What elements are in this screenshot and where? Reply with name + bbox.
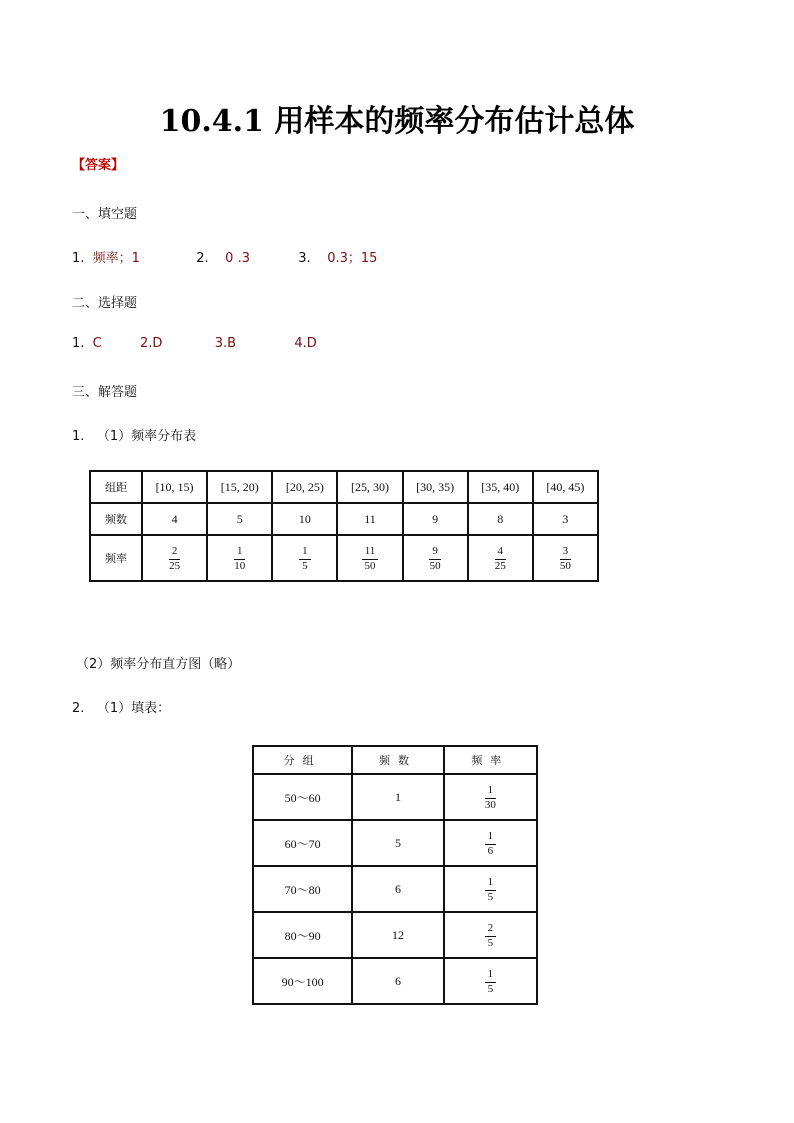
numerator: 1 — [299, 546, 311, 560]
fraction — [495, 546, 507, 572]
choice-2-answer: 2.D — [140, 336, 163, 351]
fraction — [485, 969, 497, 995]
denominator: 50 — [429, 560, 441, 572]
denominator: 50 — [364, 560, 376, 572]
fraction — [362, 546, 379, 572]
freq-cell — [444, 820, 537, 866]
header-cell: 频数 — [352, 746, 443, 774]
interval-cell: [15, 20) — [207, 471, 272, 503]
freq-cell — [403, 535, 468, 581]
denominator: 30 — [484, 799, 496, 811]
numerator: 1 — [485, 785, 497, 799]
interval-cell: [40, 45) — [533, 471, 598, 503]
fill-blank-answers — [72, 247, 377, 266]
problem1-heading — [72, 425, 196, 444]
freq-cell — [337, 535, 402, 581]
group-cell: 50～60 — [253, 774, 352, 820]
count-cell: 6 — [352, 866, 443, 912]
denominator: 10 — [234, 560, 246, 572]
group-cell: 90～100 — [253, 958, 352, 1004]
numerator: 1 — [485, 831, 497, 845]
count-cell: 11 — [337, 503, 402, 535]
problem2-num: 2. — [72, 701, 85, 716]
table-row — [253, 958, 537, 1004]
section-solution: 三、解答题 — [72, 385, 138, 400]
fraction — [234, 546, 246, 572]
interval-cell: [35, 40) — [468, 471, 533, 503]
table-row — [253, 774, 537, 820]
numerator: 1 — [234, 546, 246, 560]
count-cell: 5 — [207, 503, 272, 535]
interval-cell: [20, 25) — [272, 471, 337, 503]
problem1-part1: （1）频率分布表 — [96, 429, 197, 444]
numerator: 4 — [495, 546, 507, 560]
freq-cell — [207, 535, 272, 581]
denominator: 5 — [302, 560, 308, 572]
denominator: 5 — [487, 983, 494, 995]
fraction — [485, 785, 497, 811]
count-cell: 10 — [272, 503, 337, 535]
group-cell: 60～70 — [253, 820, 352, 866]
fill-blank-2-num: 2. — [196, 251, 209, 266]
problem2-part1: （1）填表： — [96, 701, 171, 716]
choice-4-answer: 4.D — [294, 336, 317, 351]
freq-cell — [444, 912, 537, 958]
table-row — [253, 866, 537, 912]
table-row — [90, 503, 598, 535]
row-header: 频率 — [90, 535, 142, 581]
denominator: 6 — [487, 845, 494, 857]
choice-1-num: 1. — [72, 336, 85, 351]
freq-cell — [444, 866, 537, 912]
fraction — [485, 923, 497, 949]
count-cell: 5 — [352, 820, 443, 866]
denominator: 50 — [559, 560, 571, 572]
fraction — [299, 546, 311, 572]
choice-answers — [72, 336, 317, 351]
count-cell: 1 — [352, 774, 443, 820]
row-header: 组距 — [90, 471, 142, 503]
table-header-row — [253, 746, 537, 774]
freq-cell — [142, 535, 207, 581]
fraction — [485, 831, 497, 857]
freq-cell — [468, 535, 533, 581]
fill-blank-3-num: 3. — [298, 251, 311, 266]
count-cell: 9 — [403, 503, 468, 535]
freq-cell — [444, 958, 537, 1004]
choice-3-answer: 3.B — [214, 336, 237, 351]
fraction — [429, 546, 441, 572]
freq-cell — [444, 774, 537, 820]
count-cell: 6 — [352, 958, 443, 1004]
denominator: 25 — [494, 560, 506, 572]
count-cell: 12 — [352, 912, 443, 958]
numerator: 1 — [485, 969, 497, 983]
group-cell: 70～80 — [253, 866, 352, 912]
frequency-table-2 — [252, 745, 538, 1005]
table-row — [90, 471, 598, 503]
denominator: 5 — [487, 891, 494, 903]
problem1-part2: （2）频率分布直方图（略） — [76, 657, 241, 672]
count-cell: 4 — [142, 503, 207, 535]
section-fill-blank: 一、填空题 — [72, 207, 138, 222]
choice-1-answer: C — [92, 336, 102, 351]
count-cell: 3 — [533, 503, 598, 535]
section-choice: 二、选择题 — [72, 296, 138, 311]
fill-blank-1-num: 1. — [72, 251, 85, 266]
denominator: 25 — [169, 560, 181, 572]
fill-blank-2-answer: 0 .3 — [225, 251, 250, 266]
table-row — [90, 535, 598, 581]
interval-cell: [10, 15) — [142, 471, 207, 503]
table-row — [253, 912, 537, 958]
fill-blank-1-answer: 频率；1 — [92, 251, 140, 266]
freq-cell — [272, 535, 337, 581]
answer-tag: 【答案】 — [72, 158, 125, 173]
header-cell: 分组 — [253, 746, 352, 774]
count-cell: 8 — [468, 503, 533, 535]
frequency-table-1 — [89, 470, 599, 582]
denominator: 5 — [487, 937, 494, 949]
group-cell: 80～90 — [253, 912, 352, 958]
numerator: 2 — [169, 546, 181, 560]
row-header: 频数 — [90, 503, 142, 535]
header-cell: 频率 — [444, 746, 537, 774]
problem1-num: 1. — [72, 429, 85, 444]
fraction — [485, 877, 497, 903]
fill-blank-3-answer: 0.3；15 — [327, 251, 378, 266]
numerator: 9 — [429, 546, 441, 560]
interval-cell: [30, 35) — [403, 471, 468, 503]
numerator: 11 — [362, 546, 379, 560]
page-title: 10.4.1 用样本的频率分布估计总体 — [159, 104, 635, 139]
numerator: 1 — [485, 877, 497, 891]
numerator: 3 — [560, 546, 572, 560]
table-row — [253, 820, 537, 866]
fraction — [169, 546, 181, 572]
problem2-heading — [72, 697, 170, 716]
interval-cell: [25, 30) — [337, 471, 402, 503]
fraction — [560, 546, 572, 572]
freq-cell — [533, 535, 598, 581]
numerator: 2 — [485, 923, 497, 937]
